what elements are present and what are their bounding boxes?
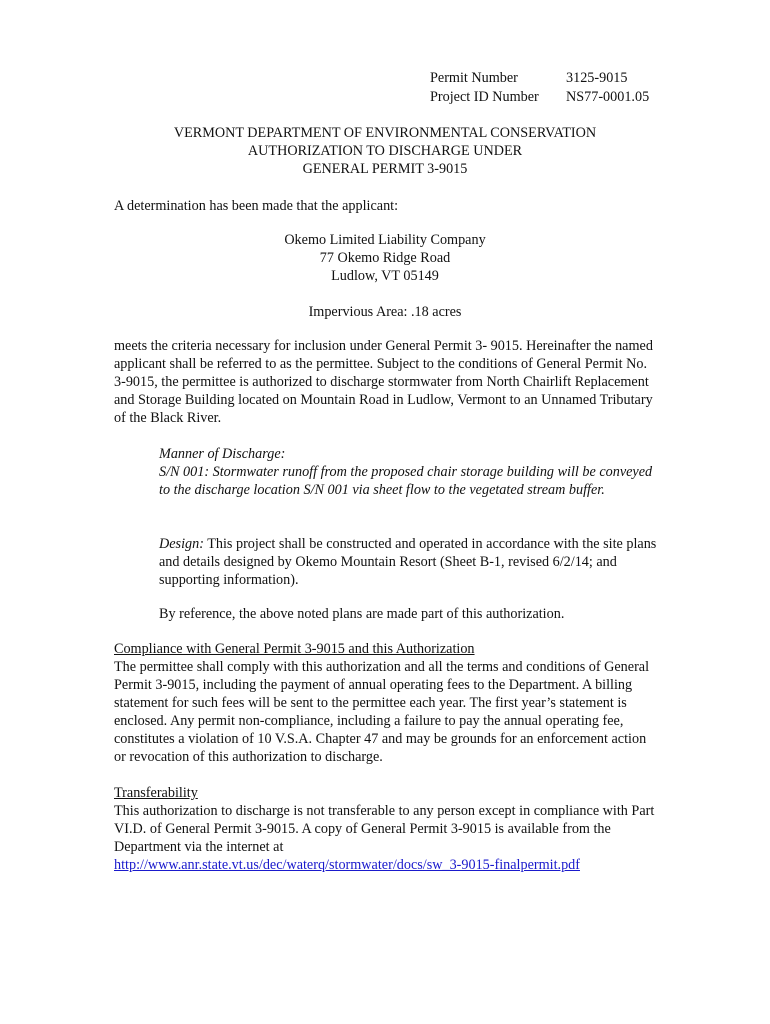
design-label: Design:	[159, 536, 204, 552]
permit-number-label: Permit Number	[430, 70, 518, 86]
permit-identifiers	[430, 69, 649, 107]
applicant-address	[0, 231, 770, 285]
project-id-label: Project ID Number	[430, 89, 539, 105]
transferability-title: Transferability	[114, 785, 198, 801]
applicant-city: Ludlow, VT 05149	[331, 268, 439, 284]
transferability-section	[114, 784, 659, 874]
heading-line-3: GENERAL PERMIT 3-9015	[302, 161, 468, 177]
impervious-area: Impervious Area: .18 acres	[308, 304, 462, 320]
compliance-title: Compliance with General Permit 3-9015 and this Authorization	[114, 641, 475, 657]
discharge-title: Manner of Discharge:	[159, 446, 286, 462]
manner-of-discharge	[159, 445, 659, 499]
discharge-text: S/N 001: Stormwater runoff from the proposed chair storage building will be conveyed to the discharge location S/N 001 via sheet flow to the vegetated stream buffer.	[159, 464, 653, 498]
criteria-paragraph: meets the criteria necessary for inclusion under General Permit 3- 9015. Hereinafter the named applicant shall be referred to as the permittee. Subject to the conditions of General Permit No. 3-9015, the permittee is authorized to discharge stormwater from North Chairlift Replacement and Storage Building located on Mountain Road in Ludlow, Vermont to an Unnamed Tributary of the Black River.	[114, 338, 653, 426]
reference-paragraph: By reference, the above noted plans are made part of this authorization.	[159, 606, 565, 622]
determination-lead: A determination has been made that the applicant:	[114, 198, 399, 214]
compliance-section	[114, 640, 659, 766]
permit-number-value: 3125-9015	[566, 70, 628, 86]
design-paragraph	[159, 535, 659, 589]
applicant-street: 77 Okemo Ridge Road	[319, 250, 451, 266]
compliance-text: The permittee shall comply with this authorization and all the terms and conditions of General Permit 3-9015, including the payment of annual operating fees to the Department. A billing statement for such fees will be sent to the permittee each year. The first year’s statement is enclosed. Any permit non-compliance, including a failure to pay the annual operating fee, constitutes a violation of 10 V.S.A. Chapter 47 and may be grounds for an enforcement action or revocation of this authorization to discharge.	[114, 659, 650, 765]
general-permit-link[interactable]: http://www.anr.state.vt.us/dec/waterq/stormwater/docs/sw_3-9015-finalpermit.pdf	[114, 857, 580, 873]
heading-line-2: AUTHORIZATION TO DISCHARGE UNDER	[247, 143, 523, 159]
applicant-name: Okemo Limited Liability Company	[284, 232, 486, 248]
transferability-text: This authorization to discharge is not transferable to any person except in compliance with Part VI.D. of General Permit 3-9015. A copy of General Permit 3-9015 is available from the Department via the internet at	[114, 803, 655, 855]
project-id-value: NS77-0001.05	[566, 89, 650, 105]
heading-line-1: VERMONT DEPARTMENT OF ENVIRONMENTAL CONSERVATION	[173, 125, 597, 141]
document-heading	[0, 124, 770, 178]
design-text: This project shall be constructed and operated in accordance with the site plans and details designed by Okemo Mountain Resort (Sheet B-1, revised 6/2/14; and supporting information).	[159, 536, 657, 588]
